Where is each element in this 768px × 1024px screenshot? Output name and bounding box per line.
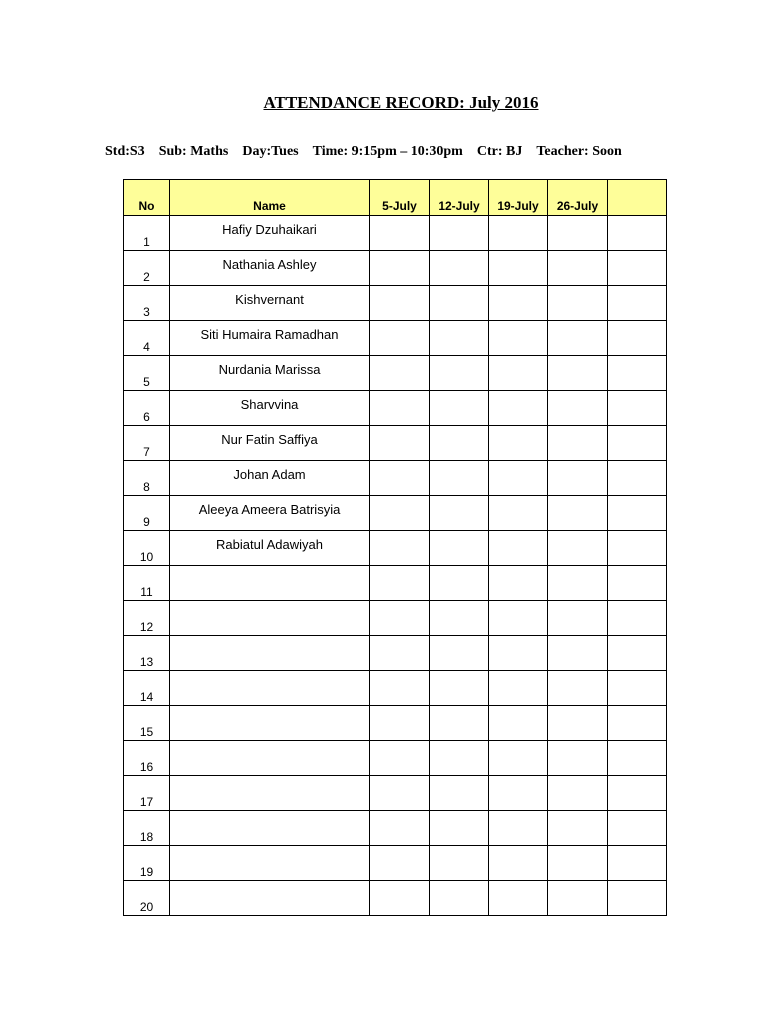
row-number: 2 <box>124 251 170 286</box>
attendance-cell[interactable] <box>489 286 548 321</box>
row-number: 19 <box>124 846 170 881</box>
row-number: 18 <box>124 811 170 846</box>
table-row <box>124 811 667 846</box>
attendance-cell[interactable] <box>370 321 430 356</box>
attendance-cell[interactable] <box>548 811 608 846</box>
attendance-cell[interactable] <box>430 881 489 916</box>
class-info-line <box>105 144 622 160</box>
attendance-cell[interactable] <box>430 636 489 671</box>
attendance-cell[interactable] <box>370 601 430 636</box>
attendance-cell[interactable] <box>548 461 608 496</box>
attendance-cell[interactable] <box>608 846 667 881</box>
attendance-cell[interactable] <box>548 286 608 321</box>
table-row <box>124 776 667 811</box>
attendance-cell[interactable] <box>489 636 548 671</box>
header-date-4: 26-July <box>548 180 608 216</box>
attendance-cell[interactable] <box>548 846 608 881</box>
student-name <box>170 636 370 671</box>
table-row <box>124 426 667 461</box>
attendance-cell[interactable] <box>430 391 489 426</box>
attendance-cell[interactable] <box>548 741 608 776</box>
table-row <box>124 391 667 426</box>
student-name: Nurdania Marissa <box>170 356 370 391</box>
attendance-cell[interactable] <box>548 251 608 286</box>
attendance-cell[interactable] <box>430 461 489 496</box>
attendance-cell[interactable] <box>430 321 489 356</box>
table-row <box>124 881 667 916</box>
attendance-cell[interactable] <box>548 636 608 671</box>
row-number: 7 <box>124 426 170 461</box>
attendance-cell[interactable] <box>370 811 430 846</box>
attendance-cell[interactable] <box>370 706 430 741</box>
centre-info: Ctr: BJ <box>476 144 523 159</box>
table-row <box>124 636 667 671</box>
attendance-cell[interactable] <box>370 461 430 496</box>
row-number: 14 <box>124 671 170 706</box>
student-name: Hafiy Dzuhaikari <box>170 216 370 251</box>
teacher-info: Teacher: Soon <box>536 144 622 159</box>
table-row <box>124 321 667 356</box>
attendance-table <box>123 179 667 916</box>
attendance-cell[interactable] <box>489 846 548 881</box>
day-info: Day:Tues <box>242 144 299 159</box>
student-name: Aleeya Ameera Batrisyia <box>170 496 370 531</box>
attendance-cell[interactable] <box>430 566 489 601</box>
table-row <box>124 671 667 706</box>
student-name <box>170 776 370 811</box>
table-row <box>124 356 667 391</box>
time-info: Time: 9:15pm – 10:30pm <box>312 144 463 159</box>
attendance-cell[interactable] <box>370 496 430 531</box>
attendance-cell[interactable] <box>548 216 608 251</box>
student-name <box>170 601 370 636</box>
attendance-cell[interactable] <box>608 706 667 741</box>
header-date-2: 12-July <box>430 180 489 216</box>
attendance-cell[interactable] <box>430 671 489 706</box>
attendance-cell[interactable] <box>430 811 489 846</box>
table-row <box>124 461 667 496</box>
attendance-cell[interactable] <box>489 426 548 461</box>
attendance-cell[interactable] <box>608 531 667 566</box>
title-text: ATTENDANCE RECORD: July 2016 <box>263 93 539 112</box>
row-number: 3 <box>124 286 170 321</box>
attendance-cell[interactable] <box>370 636 430 671</box>
attendance-cell[interactable] <box>489 356 548 391</box>
attendance-cell[interactable] <box>608 216 667 251</box>
table-row <box>124 846 667 881</box>
table-row <box>124 566 667 601</box>
student-name <box>170 846 370 881</box>
attendance-cell[interactable] <box>430 286 489 321</box>
attendance-cell[interactable] <box>608 286 667 321</box>
attendance-cell[interactable] <box>608 671 667 706</box>
attendance-cell[interactable] <box>430 251 489 286</box>
attendance-cell[interactable] <box>608 776 667 811</box>
row-number: 11 <box>124 566 170 601</box>
attendance-cell[interactable] <box>548 496 608 531</box>
attendance-cell[interactable] <box>608 356 667 391</box>
attendance-cell[interactable] <box>370 671 430 706</box>
attendance-cell[interactable] <box>489 251 548 286</box>
attendance-cell[interactable] <box>608 321 667 356</box>
attendance-cell[interactable] <box>489 321 548 356</box>
attendance-cell[interactable] <box>370 391 430 426</box>
attendance-cell[interactable] <box>489 461 548 496</box>
table-row <box>124 741 667 776</box>
attendance-cell[interactable] <box>489 566 548 601</box>
attendance-cell[interactable] <box>548 601 608 636</box>
attendance-cell[interactable] <box>370 216 430 251</box>
student-name <box>170 671 370 706</box>
row-number: 13 <box>124 636 170 671</box>
attendance-cell[interactable] <box>608 811 667 846</box>
row-number: 16 <box>124 741 170 776</box>
row-number: 10 <box>124 531 170 566</box>
attendance-cell[interactable] <box>608 881 667 916</box>
student-name <box>170 881 370 916</box>
attendance-cell[interactable] <box>548 706 608 741</box>
attendance-cell[interactable] <box>489 216 548 251</box>
attendance-cell[interactable] <box>608 601 667 636</box>
attendance-cell[interactable] <box>489 741 548 776</box>
attendance-cell[interactable] <box>430 741 489 776</box>
page-title <box>0 93 768 113</box>
attendance-cell[interactable] <box>430 216 489 251</box>
attendance-cell[interactable] <box>370 426 430 461</box>
attendance-cell[interactable] <box>489 601 548 636</box>
attendance-cell[interactable] <box>370 846 430 881</box>
subject-info: Sub: Maths <box>158 144 229 159</box>
attendance-cell[interactable] <box>430 426 489 461</box>
attendance-cell[interactable] <box>489 391 548 426</box>
table-row <box>124 496 667 531</box>
row-number: 9 <box>124 496 170 531</box>
student-name: Nur Fatin Saffiya <box>170 426 370 461</box>
attendance-cell[interactable] <box>608 426 667 461</box>
attendance-cell[interactable] <box>548 391 608 426</box>
attendance-cell[interactable] <box>430 776 489 811</box>
attendance-cell[interactable] <box>608 391 667 426</box>
attendance-cell[interactable] <box>548 426 608 461</box>
attendance-cell[interactable] <box>548 321 608 356</box>
attendance-cell[interactable] <box>430 846 489 881</box>
attendance-cell[interactable] <box>370 776 430 811</box>
attendance-cell[interactable] <box>430 706 489 741</box>
attendance-cell[interactable] <box>370 531 430 566</box>
attendance-cell[interactable] <box>548 356 608 391</box>
header-date-1: 5-July <box>370 180 430 216</box>
attendance-cell[interactable] <box>489 776 548 811</box>
attendance-cell[interactable] <box>608 251 667 286</box>
table-row <box>124 706 667 741</box>
student-name <box>170 566 370 601</box>
row-number: 12 <box>124 601 170 636</box>
row-number: 4 <box>124 321 170 356</box>
attendance-cell[interactable] <box>489 531 548 566</box>
attendance-cell[interactable] <box>430 531 489 566</box>
attendance-cell[interactable] <box>548 776 608 811</box>
attendance-cell[interactable] <box>608 566 667 601</box>
attendance-cell[interactable] <box>370 741 430 776</box>
header-no: No <box>124 180 170 216</box>
table-row <box>124 601 667 636</box>
attendance-cell[interactable] <box>370 881 430 916</box>
header-extra <box>608 180 667 216</box>
row-number: 8 <box>124 461 170 496</box>
row-number: 1 <box>124 216 170 251</box>
attendance-cell[interactable] <box>370 286 430 321</box>
student-name: Sharvvina <box>170 391 370 426</box>
student-name: Rabiatul Adawiyah <box>170 531 370 566</box>
student-name: Nathania Ashley <box>170 251 370 286</box>
table-row <box>124 251 667 286</box>
student-name: Kishvernant <box>170 286 370 321</box>
student-name <box>170 811 370 846</box>
attendance-cell[interactable] <box>370 251 430 286</box>
attendance-cell[interactable] <box>489 496 548 531</box>
attendance-cell[interactable] <box>608 496 667 531</box>
attendance-cell[interactable] <box>430 496 489 531</box>
attendance-cell[interactable] <box>608 741 667 776</box>
attendance-cell[interactable] <box>548 531 608 566</box>
attendance-cell[interactable] <box>489 671 548 706</box>
attendance-cell[interactable] <box>548 566 608 601</box>
attendance-cell[interactable] <box>548 881 608 916</box>
attendance-cell[interactable] <box>489 706 548 741</box>
attendance-cell[interactable] <box>608 461 667 496</box>
row-number: 5 <box>124 356 170 391</box>
row-number: 6 <box>124 391 170 426</box>
header-row <box>124 180 667 216</box>
header-name: Name <box>170 180 370 216</box>
attendance-cell[interactable] <box>430 356 489 391</box>
row-number: 15 <box>124 706 170 741</box>
attendance-cell[interactable] <box>548 671 608 706</box>
attendance-cell[interactable] <box>430 601 489 636</box>
attendance-cell[interactable] <box>370 356 430 391</box>
row-number: 20 <box>124 881 170 916</box>
attendance-cell[interactable] <box>370 566 430 601</box>
attendance-cell[interactable] <box>489 881 548 916</box>
student-name <box>170 706 370 741</box>
attendance-cell[interactable] <box>489 811 548 846</box>
attendance-cell[interactable] <box>608 636 667 671</box>
table-row <box>124 216 667 251</box>
std-info: Std:S3 <box>105 144 145 159</box>
student-name <box>170 741 370 776</box>
header-date-3: 19-July <box>489 180 548 216</box>
row-number: 17 <box>124 776 170 811</box>
table-row <box>124 286 667 321</box>
student-name: Johan Adam <box>170 461 370 496</box>
table-row <box>124 531 667 566</box>
student-name: Siti Humaira Ramadhan <box>170 321 370 356</box>
